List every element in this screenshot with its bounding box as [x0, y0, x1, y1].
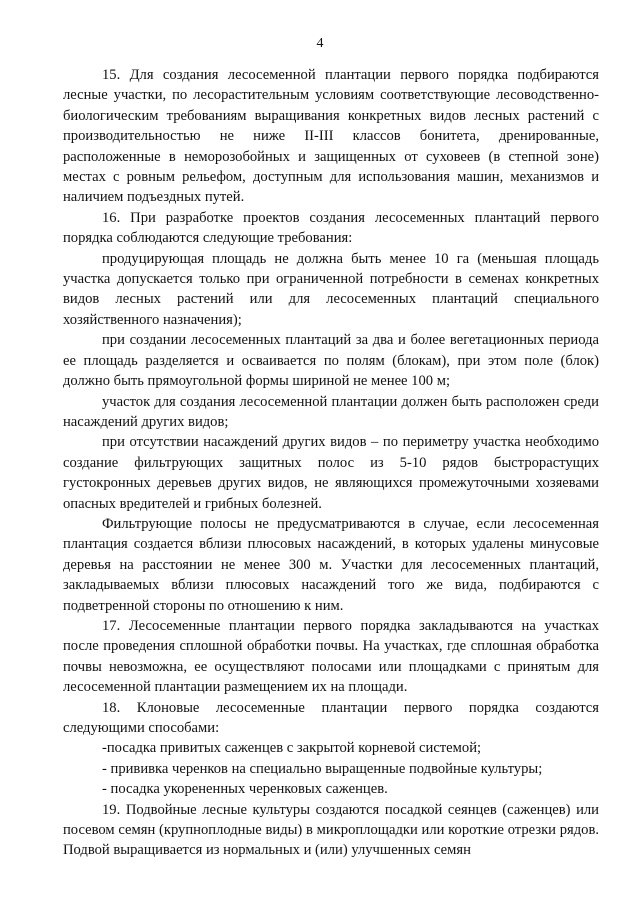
method-cutting-grafting: - прививка черенков на специально выращенные подвойные культуры; — [102, 760, 543, 777]
document-body — [63, 65, 599, 861]
filter-strips-exception: Фильтрующие полосы не предусматриваются в случае, если лесосеменная плантация создается вблизи плюсовых насаждений, в которых удалены минусовые деревья на расстоянии не менее 300 м. Участки для лесосеменных плантаций, закладываемых вблизи плюсовых насаждений того же вида, подбираются с подветренной стороны по отношению к ним. — [63, 515, 599, 614]
paragraph-19: 19. Подвойные лесные культуры создаются посадкой сеянцев (саженцев) или посевом семян (крупноплодные виды) в микроплощадки или короткие отрезки рядов. Подвой выращивается из нормальных и (или) улучшенных семян — [63, 801, 599, 859]
requirement-filter-strips: при отсутствии насаждений других видов – по периметру участка необходимо создание фильтрующих защитных полос из 5-10 рядов быстрорастущих густокронных деревьев других видов, не являющихся промежуточными хозяевами опасных вредителей и грибных болезней. — [63, 434, 599, 512]
method-rooted-cuttings: - посадка укорененных черенковых саженцев. — [102, 781, 388, 798]
paragraph-15: 15. Для создания лесосеменной плантации первого порядка подбираются лесные участки, по лесорастительным условиям соответствующие лесоводственно-биологическим требованиям выращивания конкретных видов лесных растений с производительностью не ниже II-III классов бонитета, дренированные, расположенные в неморозобойных и защищенных от суховеев (в степной зоне) местах с ровным рельефом, доступным для использования машин, механизмов и наличием подъездных путей. — [63, 67, 599, 206]
requirement-blocks: при создании лесосеменных плантаций за два и более вегетационных периода ее площадь разделяется и осваивается по полям (блокам), при этом поле (блок) должно быть прямоугольной формы шириной не менее 100 м; — [63, 332, 599, 390]
requirement-area: продуцирующая площадь не должна быть менее 10 га (меньшая площадь участка допускается только при ограниченной потребности в семенах конкретных видов лесных растений или для лесосеменных плантаций специального хозяйственного назначения); — [63, 250, 599, 328]
paragraph-18: 18. Клоновые лесосеменные плантации первого порядка создаются следующими способами: — [63, 699, 599, 736]
requirement-location: участок для создания лесосеменной плантации должен быть расположен среди насаждений других видов; — [63, 393, 599, 430]
paragraph-17: 17. Лесосеменные плантации первого порядка закладываются на участках после проведения сплошной обработки почвы. На участках, где сплошная обработка почвы невозможна, ее осуществляют полосами или площадками с принятым для лесосеменной плантации размещением их на площади. — [63, 617, 599, 696]
paragraph-16: 16. При разработке проектов создания лесосеменных плантаций первого порядка соблюдаются следующие требования: — [63, 209, 599, 247]
method-grafted-seedlings: -посадка привитых саженцев с закрытой корневой системой; — [102, 740, 482, 757]
page-number: 4 — [316, 36, 324, 51]
